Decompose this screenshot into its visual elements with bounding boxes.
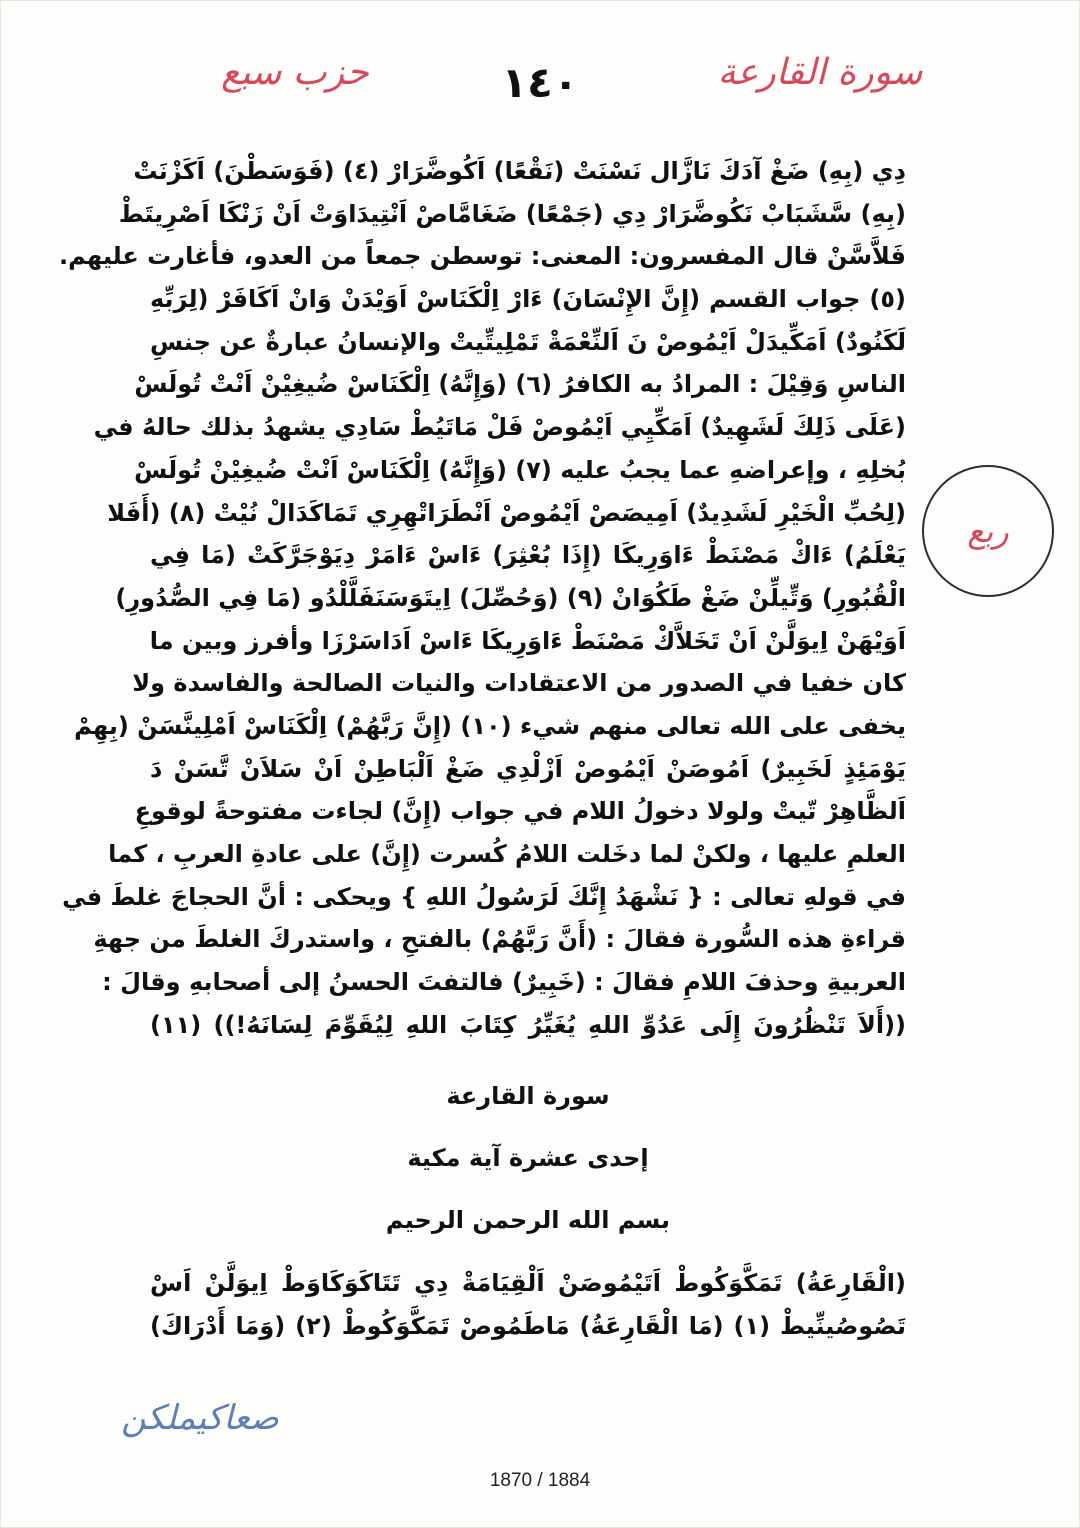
basmala: بسم الله الرحمن الرحيم [385, 1206, 671, 1234]
surah-title: سورة القارعة [446, 1082, 610, 1110]
rub-handwritten-note: ربع [967, 512, 1009, 550]
text-line: كان خفيا في الصدور من الاعتقادات والنيات الصالحة والفاسدة ولا [132, 669, 906, 698]
text-line: تَصُوصُينِّيطْ (١) (مَا الْقَارِعَةُ) مَاطَمُوصْ تَمَكَّوَكُوطْ (٢) (وَمَا أَدْرَاكَ) [150, 1311, 906, 1340]
text-line: يخفى على الله تعالى منهم شيء (١٠) (إِنَّ رَبَّهُمْ) اِلْكَنَاسْ اَمْلِينَّسَنْ (بِهِمْ [74, 711, 906, 740]
text-line: ((أَلاَ تَنْظُرُونَ إِلَى عَدُوِّ اللهِ يُغَيِّرُ كِتَابَ اللهِ لِيُقَوِّمَ لِسَانَهُ!)) (١١) [150, 1010, 906, 1039]
text-line: الْقُبُورِ) وَتِّيلِّنْ ضَغْ طَكُوَانْ (٩) (وَحُصِّلَ) اِيتَوَسَنَفَلَّلْدُو (مَا فِي الصُّدُورِ) [115, 583, 906, 612]
page-number: ١٤٠ [501, 58, 579, 107]
bottom-handwritten-note: صعاكيملكن [121, 1398, 279, 1438]
surah-opening-text-block [150, 1262, 906, 1347]
text-line: (٥) جواب القسم (إِنَّ الإِنْسَانَ) ءَارْ اِلْكَنَاسْ اَوَيْدَنْ وَانْ اَكَافَرْ (لِرَبِّهِ [150, 285, 906, 314]
text-line: يَعْلَمُ) ءَاكْ مَصْنَطْ ءَاوَرِيكَا (إِذَا بُعْثِرَ) ءَاسْ ءَامَرْ دِيَوْجَرَّكَتْ (مَا فِي [150, 541, 906, 570]
text-line: فَلاَّسَّنْ قال المفسرون: المعنى: توسطن جمعاً من العدو، فأغارت عليهم. [59, 242, 906, 271]
text-line: العلمِ عليها ، ولكنْ لما دخَلت اللامُ كُسرت (إِنَّ) على عادةِ العربِ ، كما [108, 840, 906, 868]
text-line: لَكَنُودٌ) اَمَكِّيدَلْ اَيْمُوصْ نَ اَلنِّعْمَةْ تَمْلِيتِّيتْ والإنسانُ عبارةٌ عن جنسِ [149, 327, 906, 356]
pagination-indicator: 1870 / 1884 [489, 1470, 591, 1491]
text-line: الناسِ وَقِيْلَ : المرادُ به الكافرُ (٦) (وَإِنَّهُ) اِلْكَنَاسْ ضُيغِيْنْ اَنْتْ تُولَسْ [134, 370, 906, 399]
surah-verse-count: إحدى عشرة آية مكية [407, 1144, 649, 1172]
text-line: (الْقَارِعَةُ) تَمَكَّوَكُوطْ اَتَيْمُوصَنْ اَلْقِيَامَةْ دِي تَتَاكَوَكَاوَطْ اِيوَلَّنْ اَسْ [150, 1269, 906, 1297]
surah-handwritten-note: سورة القارعة [717, 52, 923, 93]
text-line: العربيةِ وحذفَ اللامِ فقالَ : (خَبِيرٌ) فالتفتَ الحسنُ إلى أصحابهِ وقالَ : [102, 968, 906, 997]
text-line: اَلظَّاهِرْ تّيتْ ولولا دخولُ اللام في جواب (إِنَّ) لجاءت مفتوحةً لوقوعِ [134, 797, 906, 826]
commentary-text-block [59, 150, 906, 1046]
text-line: دِي (بِهِ) ضَغْ آدَكَ نَازَّال نَسْنَتْ (نَقْعًا) اَكُوضَّرَارْ (٤) (فَوَسَطْنَ) اَكَزْنَتْ [133, 157, 906, 185]
hizb-handwritten-note: حزب سبع [221, 52, 369, 93]
text-line: قراءةِ هذه السُّورة فقالَ : (أَنَّ رَبَّهُمْ) بالفتحِ ، واستدركَ الغلطَ من جهةِ [93, 925, 906, 954]
text-line: اَوَيْهَنْ اِيوَلَّنْ اَنْ تَخَلاَّكْ مَصْنَطْ ءَاوَرِيكَا ءَاسْ اَدَاسَرْزَا وأفرز وبين ما [149, 626, 906, 655]
text-line: (عَلَى ذَلِكَ لَشَهِيدٌ) اَمَكِّيِي اَيْمُوصْ فَلْ مَاتَيُطْ سَادِي يشهدُ بذلك حالهُ في [93, 413, 906, 442]
text-line: يَوْمَئِذٍ لَخَبِيرٌ) اَمُوصَنْ اَيْمُوصْ اَزْلْدِي ضَغْ اَلْبَاطِنْ اَنْ سَلاَنْ تَّسَنْ دَ [150, 754, 906, 783]
rub-margin-mark [922, 465, 1054, 597]
text-line: بُخلِهِ ، وإعراضهِ عما يجبُ عليه (٧) (وَإِنَّهُ) اِلْكَنَاسْ اَنْتْ ضُيغِيْنْ تُولَسْ [134, 455, 906, 484]
text-line: (لِحُبِّ الْخَيْرِ لَشَدِيدٌ) اَمِيصَصْ اَيْمُوصْ اَنْطَرَاتْهِرِي تَمَاكَدَالْ نُيْتْ (٨) (أَفَلا [107, 498, 906, 527]
text-line: (بِهِ) سَّشَبَابْ نَكُوضَّرَارْ دِي (جَمْعًا) ضَغَامَّاصْ اَنْتِيدَاوَتْ اَنْ زَنْكَا اَصْرِيتَطْ [118, 199, 906, 228]
text-line: في قولهِ تعالى : { نَشْهَدُ إِنَّكَ لَرَسُولُ اللهِ } ويحكى : أنَّ الحجاجَ غلطَ في [62, 882, 906, 911]
